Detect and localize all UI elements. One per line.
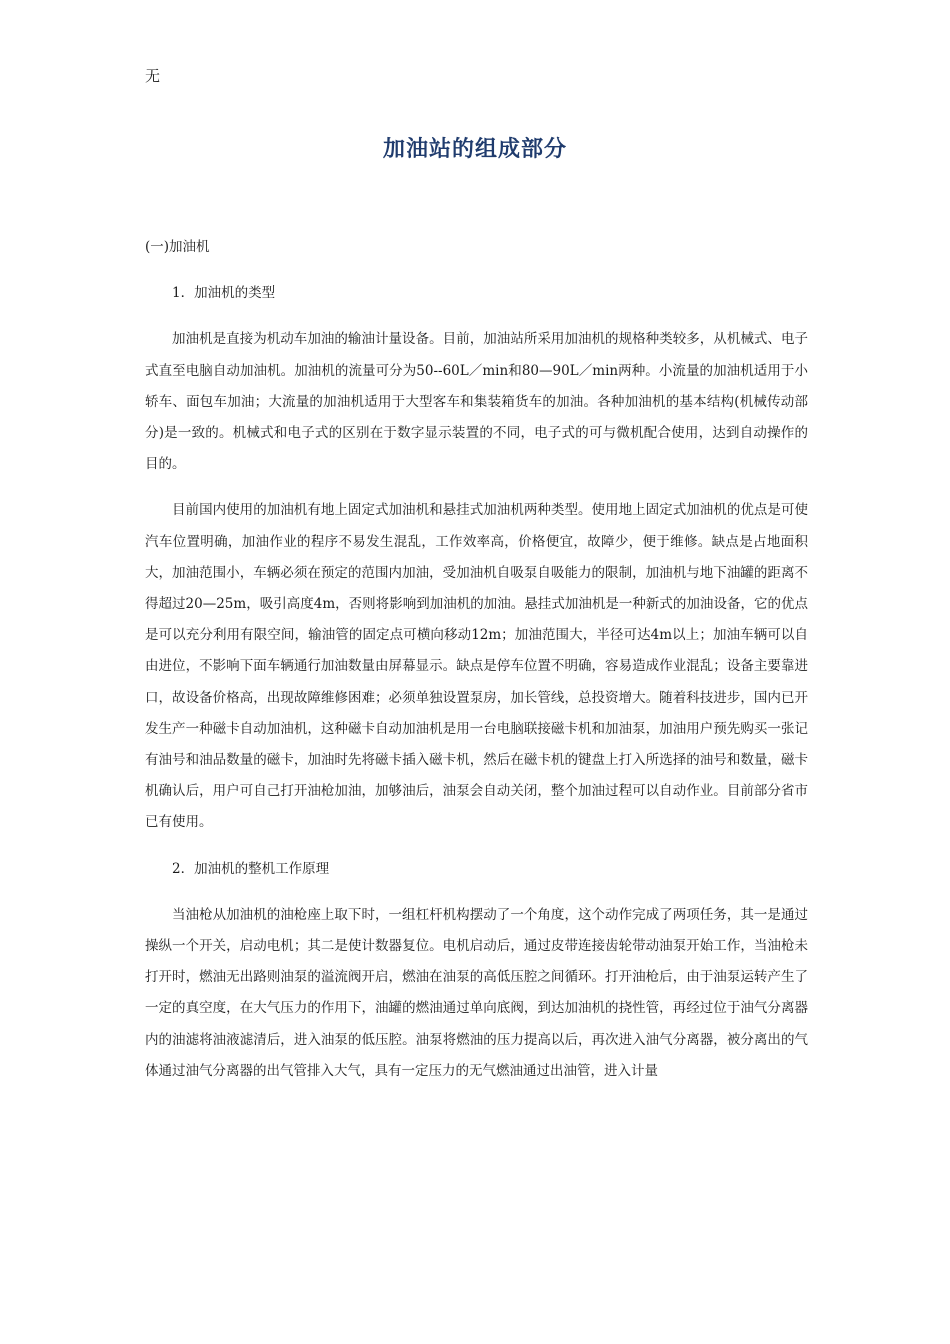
document-body [145,232,808,1102]
paragraph-types-intro: 加油机是直接为机动车加油的输油计量设备。目前，加油站所采用加油机的规格种类较多，从机械式、电子式直至电脑自动加油机。加油机的流量可分为50--60L／min和80—90L／min两种。小流量的加油机适用于小轿车、面包车加油；大流量的加油机适用于大型客车和集装箱货车的加油。各种加油机的基本结构(机械传动部分)是一致的。机械式和电子式的区别在于数字显示装置的不同，电子式的可与微机配合使用，达到自动操作的目的。 [145,331,808,473]
paragraph-working-principle: 当油枪从加油机的油枪座上取下时，一组杠杆机构摆动了一个角度，这个动作完成了两项任务，其一是通过操纵一个开关，启动电机；其二是使计数器复位。电机启动后，通过皮带连接齿轮带动油泵开始工作，当油枪未打开时，燃油无出路则油泵的溢流阀开启，燃油在油泵的高低压腔之间循环。打开油枪后，由于油泵运转产生了一定的真空度，在大气压力的作用下，油罐的燃油通过单向底阀，到达加油机的挠性管，再经过位于油气分离器内的油滤将油液滤清后，进入油泵的低压腔。油泵将燃油的压力提高以后，再次进入油气分离器，被分离出的气体通过油气分离器的出气管排入大气，具有一定压力的无气燃油通过出油管，进入计量 [145,906,808,1079]
header-mark: 无 [145,67,161,85]
subsection-heading-types: 1．加油机的类型 [172,285,276,302]
subsection-heading-working-principle: 2．加油机的整机工作原理 [172,860,330,877]
document-title: 加油站的组成部分 [382,136,567,162]
paragraph-types-comparison: 目前国内使用的加油机有地上固定式加油机和悬挂式加油机两种类型。使用地上固定式加油机的优点是可使汽车位置明确，加油作业的程序不易发生混乱，工作效率高，价格便宜，故障少，便于维修。缺点是占地面积大，加油范围小，车辆必须在预定的范围内加油，受加油机自吸泵自吸能力的限制，加油机与地下油罐的距离不得超过20—25m，吸引高度4m，否则将影响到加油机的加油。悬挂式加油机是一种新式的加油设备，它的优点是可以充分利用有限空间，输油管的固定点可横向移动12m；加油范围大，半径可达4m以上；加油车辆可以自由进位，不影响下面车辆通行加油数量由屏幕显示。缺点是停车位置不明确，容易造成作业混乱；设备主要靠进口，故设备价格高，出现故障维修困难；必须单独设置泵房，加长管线，总投资增大。随着科技进步，国内已开发生产一种磁卡自动加油机，这种磁卡自动加油机是用一台电脑联接磁卡机和加油泵，加油用户预先购买一张记有油号和油品数量的磁卡，加油时先将磁卡插入磁卡机，然后在磁卡机的键盘上打入所选择的油号和数量，磁卡机确认后，用户可自己打开油枪加油，加够油后，油泵会自动关闭，整个加油过程可以自动作业。目前部分省市已有使用。 [145,502,808,831]
section-heading-dispenser: (一)加油机 [145,239,210,255]
